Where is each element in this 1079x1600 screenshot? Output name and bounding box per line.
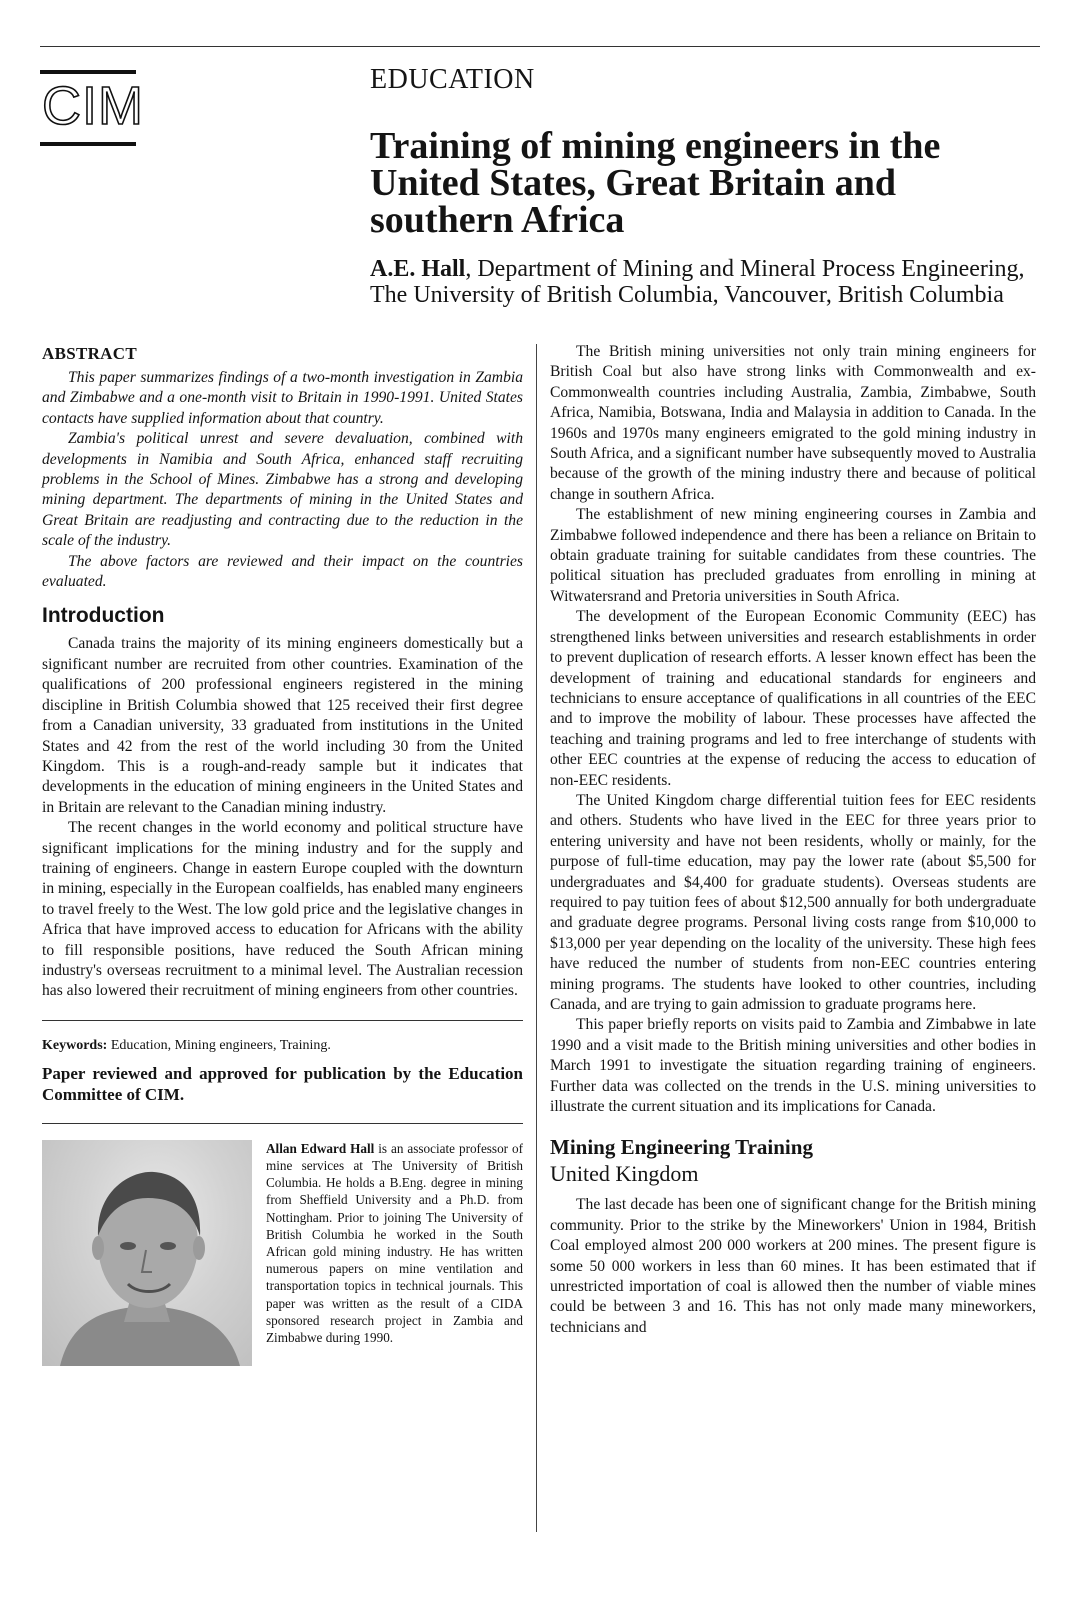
approval-note: Paper reviewed and approved for publication by the Education Committee of CIM. bbox=[42, 1063, 523, 1104]
bio-body: is an associate professor of mine services at The University of British Columbia. He holds a B.Eng. degree in mining from Sheffield University and a Ph.D. from Nottingham. Prior to joining The University of British Columbia he worked in the South African gold mining industry. He has written numerous papers on mine ventilation and transportation topics in technical journals. This paper was written as the result of a CIDA sponsored research project in Zambia and Zimbabwe during 1990. bbox=[266, 1140, 523, 1346]
column-divider bbox=[536, 344, 537, 1532]
abstract-paragraph: This paper summarizes findings of a two-month investigation in Zambia and Zimbabwe and a one-month visit to Britain in 1990-1991. United States contacts have supplied information about that country. bbox=[42, 369, 523, 427]
left-column bbox=[42, 344, 523, 1366]
body-paragraph: The British mining universities not only train mining engineers for British Coal but also have strong links with Commonwealth and ex-Commonwealth countries including Australia, Zambia, Zimbabwe, South Africa, Namibia, Botswana, India and Malaysia in addition to Canada. In the 1960s and 1970s many engineers emigrated to the gold mining industry in South Africa, and a significant number have subsequently moved to Australia because of the growth of the mining industry there and because of political change in southern Africa. bbox=[550, 343, 1036, 503]
author-bio bbox=[42, 1140, 523, 1366]
top-rule bbox=[40, 46, 1040, 47]
logo-letters: CIM bbox=[42, 76, 144, 136]
abstract-paragraph: The above factors are reviewed and their impact on the countries evaluated. bbox=[42, 552, 523, 591]
logo-bar-bottom bbox=[40, 142, 136, 146]
article-title: Training of mining engineers in the United States, Great Britain and southern Africa bbox=[370, 125, 941, 241]
uk-paragraph: The last decade has been one of significant change for the British mining community. Prior to the strike by the Mineworkers' Union in 1984, British Coal employed almost 200 000 workers at 200 mines. The present figure is some 50 000 workers in less than 60 mines. It has been estimated that if unrestricted importation of coal is allowed then the number of viable mines could be between 3 and 16. This has not only made many mineworkers, technicians and bbox=[550, 1196, 1036, 1336]
body-paragraph: The development of the European Economic Community (EEC) has strengthened links between universities and research establishments in order to prevent duplication of research efforts. A lesser known effect has been the development of training and educational standards for engineers and technicians to ensure acceptance of qualifications in all countries of the EEC and to improve the mobility of labour. These processes have affected the teaching and training programs and led to free interchange of students with other EEC countries at the expense of reducing the access to education of non-EEC residents. bbox=[550, 608, 1036, 789]
introduction-paragraph: The recent changes in the world economy and political structure have significant implications for the mining industry and for the supply and training of engineers. Change in eastern Europe coupled with the downturn in mining, especially in the European coalfields, has enabled many engineers to travel freely to the West. The low gold price and the legislative changes in Africa that have improved access to education for Africans with the ability to fill responsible positions, have reduced the South African mining industry's overseas recruitment to a minimal level. The Australian recession has also lowered their recruitment of mining engineers from other countries. bbox=[42, 819, 523, 1000]
bio-name: Allan Edward Hall bbox=[266, 1140, 375, 1156]
author-name: A.E. Hall bbox=[370, 256, 466, 282]
body-paragraph: This paper briefly reports on visits paid to Zambia and Zimbabwe in late 1990 and a visit made to the British mining universities and other bodies in March 1991 to investigate the situation regarding training of engineers. Further data was collected on the trends in the U.S. mining universities to illustrate the current situation and its implications for Canada. bbox=[550, 1016, 1036, 1116]
author-photo bbox=[42, 1140, 252, 1366]
introduction-paragraph: Canada trains the majority of its mining engineers domestically but a significant number are recruited from other countries. Examination of the qualifications of 200 professional engineers registered in the mining discipline in British Columbia showed that 125 received their first degree from a Canadian university, 33 graduated from institutions in the United States and 42 from the rest of the world including 30 from the United Kingdom. This is a rough-and-ready sample but it indicates that developments in the education of mining engineers in the United States and in Britain are relevant to the Canadian mining industry. bbox=[42, 635, 523, 816]
cim-logo bbox=[40, 70, 144, 148]
author-photo-illustration bbox=[42, 1140, 252, 1366]
right-column bbox=[550, 342, 1036, 1338]
keywords-text: Education, Mining engineers, Training. bbox=[107, 1037, 331, 1053]
bio-rule bbox=[42, 1123, 523, 1124]
introduction-heading: Introduction bbox=[42, 604, 165, 628]
body-paragraph: The United Kingdom charge differential tuition fees for EEC residents and others. Students who have lived in the EEC for three years prior to entering university and have not been residents, wholly or mainly, for the purpose of full-time education, may pay the lower rate (about $5,500 for undergraduates and $4,400 for graduate students). Overseas students are required to pay tuition fees of about $12,500 annually for both undergraduate and graduate degree programs. Personal living costs range from $10,000 to $13,000 per year depending on the locality of the university. These high fees have reduced the number of students from non-EEC countries entering mining programs. The students have looked to other countries, including Canada, and are trying to gain admission to graduate programs here. bbox=[550, 791, 1036, 1013]
footnote-rule bbox=[42, 1020, 523, 1021]
uk-subheading: United Kingdom bbox=[550, 1161, 699, 1187]
body-paragraph: The establishment of new mining engineering courses in Zambia and Zimbabwe followed independence and there has been a reliance on Britain to obtain graduate training for suitable candidates from these countries. The political situation has precluded graduates from enrolling in mining at Witwatersrand and Pretoria universities in South Africa. bbox=[550, 506, 1036, 605]
byline bbox=[370, 256, 1040, 308]
abstract-paragraph: Zambia's political unrest and severe devaluation, combined with developments in Namibia and South Africa, enhanced staff recruiting problems in the School of Mines. Zimbabwe has a strong and developing mining department. The departments of mining in the United States and Great Britain are readjusting and contracting due to the reduction in the scale of the industry. bbox=[42, 430, 523, 550]
bio-text bbox=[266, 1140, 523, 1366]
author-affiliation: , Department of Mining and Mineral Process Engineering, The University of British Columbia, Vancouver, British Columbia bbox=[370, 256, 1025, 308]
mining-training-heading: Mining Engineering Training bbox=[550, 1135, 813, 1160]
keywords-label: Keywords: bbox=[42, 1037, 108, 1053]
logo-bar-top bbox=[40, 70, 136, 74]
section-label: EDUCATION bbox=[370, 64, 535, 95]
abstract-heading: ABSTRACT bbox=[42, 344, 137, 363]
keywords bbox=[42, 1037, 523, 1055]
